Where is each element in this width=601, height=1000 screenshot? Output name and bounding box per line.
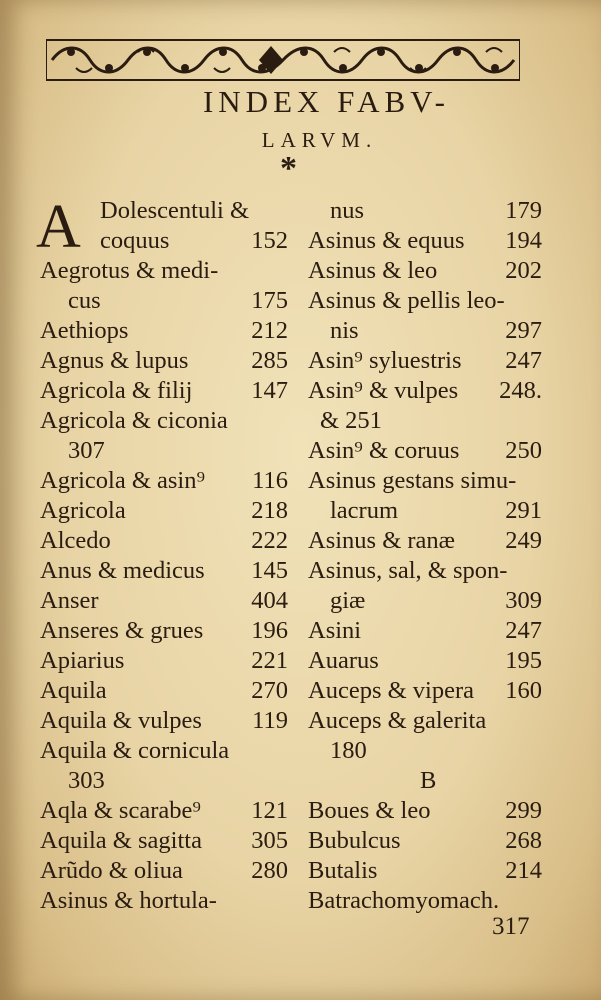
index-entry: Agricola 218 bbox=[40, 497, 288, 524]
index-entry: Asinus & leo 202 bbox=[308, 257, 542, 284]
index-entry: Aquila & vulpes 119 bbox=[40, 707, 288, 734]
index-entry: Bubulcus 268 bbox=[308, 827, 542, 854]
catchword: 317 bbox=[492, 913, 530, 940]
index-entry: Butalis 214 bbox=[308, 857, 542, 884]
index-entry: & 251 bbox=[320, 407, 382, 434]
index-entry: Asin⁹ & coruus 250 bbox=[308, 437, 542, 464]
index-entry: Agricola & asin⁹ 116 bbox=[40, 467, 288, 494]
index-entry: nis 297 bbox=[330, 317, 542, 344]
index-entry: Aquila & sagitta 305 bbox=[40, 827, 288, 854]
index-entry: Dolescentuli & bbox=[100, 197, 250, 224]
index-entry: Batrachomyomach. bbox=[308, 887, 500, 914]
index-entry: Auceps & vipera 160 bbox=[308, 677, 542, 704]
index-entry: giæ 309 bbox=[330, 587, 542, 614]
index-entry: Aegrotus & medi- bbox=[40, 257, 219, 284]
index-entry: Asinus & ranæ 249 bbox=[308, 527, 542, 554]
index-entry: 307 bbox=[68, 437, 105, 464]
section-letter: B bbox=[420, 767, 437, 794]
index-entry: Asin⁹ & vulpes 248. bbox=[308, 377, 542, 404]
ornamental-headpiece bbox=[46, 38, 520, 82]
index-title: INDEX FABV- bbox=[202, 84, 451, 119]
index-entry: Aqla & scarabe⁹ 121 bbox=[40, 797, 288, 824]
index-entry: Aethiops 212 bbox=[40, 317, 288, 344]
index-entry: Anser 404 bbox=[40, 587, 288, 614]
index-entry: coquus 152 bbox=[100, 227, 288, 254]
signature-asterisk: * bbox=[280, 150, 297, 187]
drop-cap-letter: A bbox=[36, 193, 81, 261]
index-entry: Asinus & equus 194 bbox=[308, 227, 542, 254]
index-entry: Arũdo & oliua 280 bbox=[40, 857, 288, 884]
index-entry: Aquila & cornicula bbox=[40, 737, 230, 764]
index-entry: Auceps & galerita bbox=[308, 707, 487, 734]
right-index-column bbox=[308, 196, 542, 916]
index-entry: Agricola & ciconia bbox=[40, 407, 228, 434]
index-entry: Anseres & grues 196 bbox=[40, 617, 288, 644]
index-entry: Aquila 270 bbox=[40, 677, 288, 704]
index-entry: Boues & leo 299 bbox=[308, 797, 542, 824]
index-entry: Anus & medicus 145 bbox=[40, 557, 288, 584]
index-entry: Asinus gestans simu- bbox=[308, 467, 517, 494]
index-entry: Auarus 195 bbox=[308, 647, 542, 674]
index-entry: 180 bbox=[330, 737, 367, 764]
index-entry: Agnus & lupus 285 bbox=[40, 347, 288, 374]
left-index-column bbox=[40, 196, 288, 916]
index-entry: Asinus, sal, & spon- bbox=[308, 557, 508, 584]
index-entry: Alcedo 222 bbox=[40, 527, 288, 554]
index-entry: Asini 247 bbox=[308, 617, 542, 644]
index-title-continued: LARVM. bbox=[261, 128, 378, 152]
index-entry: Agricola & filij 147 bbox=[40, 377, 288, 404]
index-entry: cus 175 bbox=[68, 287, 288, 314]
index-entry: lacrum 291 bbox=[330, 497, 542, 524]
index-entry: Apiarius 221 bbox=[40, 647, 288, 674]
index-entry: 303 bbox=[68, 767, 105, 794]
index-entry: Asinus & hortula- bbox=[40, 887, 217, 914]
index-entry: Asin⁹ syluestris 247 bbox=[308, 347, 542, 374]
index-entry: nus 179 bbox=[330, 197, 542, 224]
index-entry: Asinus & pellis leo- bbox=[308, 287, 505, 314]
